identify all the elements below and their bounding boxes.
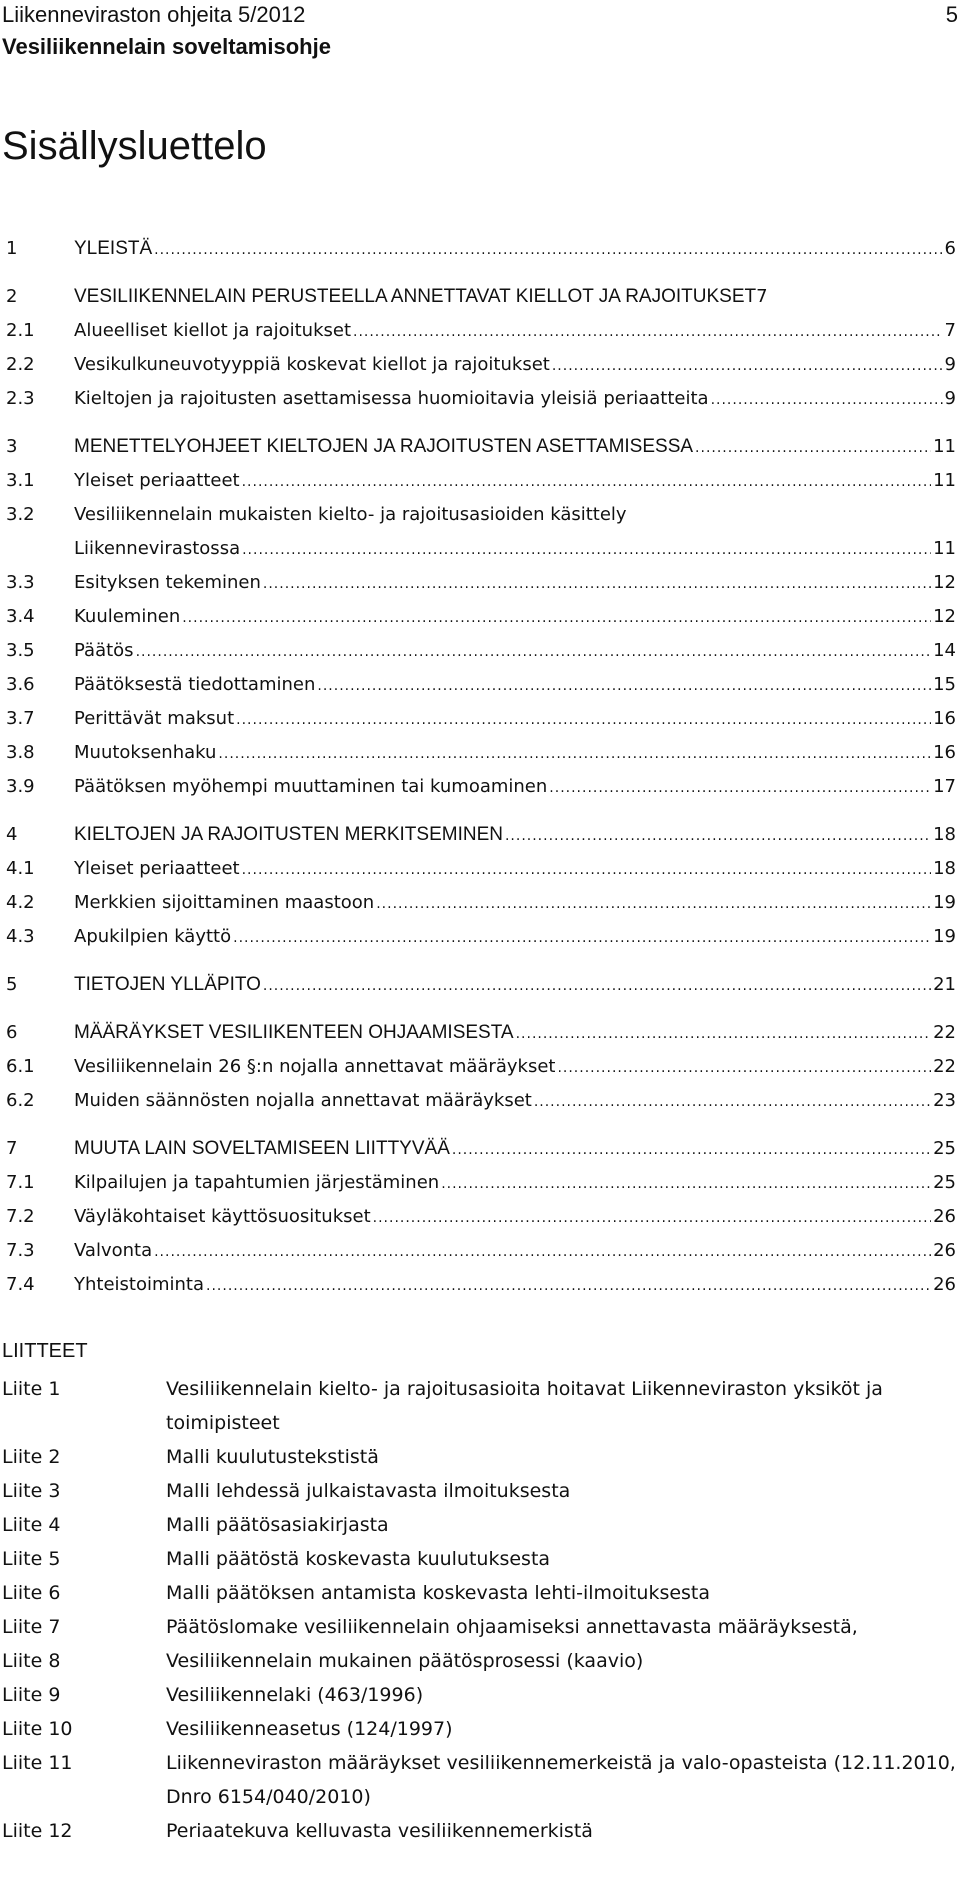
toc-entry[interactable] xyxy=(6,736,956,770)
toc-entry-title: Apukilpien käyttö xyxy=(74,926,232,947)
toc-entry[interactable] xyxy=(6,1268,956,1302)
toc-entry[interactable] xyxy=(6,232,956,266)
toc-entry-page: 21 xyxy=(933,974,956,995)
attachment-title: Vesiliikennelain mukainen päätösprosessi (kaavio) xyxy=(166,1650,644,1672)
toc-dot-leader xyxy=(136,635,932,669)
header-document-subtitle: Vesiliikennelain soveltamisohje xyxy=(2,34,331,59)
attachment-item xyxy=(2,1610,958,1644)
toc-entry-number: 4.1 xyxy=(6,858,35,879)
attachment-item xyxy=(2,1440,958,1474)
toc-entry[interactable] xyxy=(6,314,956,348)
toc-entry-page: 12 xyxy=(933,572,956,593)
table-of-contents xyxy=(6,232,956,1302)
attachment-item xyxy=(2,1508,958,1542)
toc-entry-number: 3 xyxy=(6,436,18,457)
toc-entry-number: 3.2 xyxy=(6,504,35,525)
attachment-label: Liite 6 xyxy=(2,1582,61,1604)
toc-entry-page: 17 xyxy=(933,776,956,797)
toc-entry-number: 7.3 xyxy=(6,1240,35,1261)
toc-dot-leader xyxy=(452,1133,931,1167)
attachments-list xyxy=(2,1372,958,1848)
toc-entry-page: 22 xyxy=(933,1022,956,1043)
toc-entry-title: Yhteistoiminta xyxy=(74,1274,205,1295)
toc-entry-number: 2.1 xyxy=(6,320,35,341)
attachment-item xyxy=(2,1746,958,1814)
toc-entry[interactable] xyxy=(6,1166,956,1200)
toc-dot-leader xyxy=(242,465,932,499)
toc-dot-leader xyxy=(263,567,931,601)
toc-entry-number: 3.4 xyxy=(6,606,35,627)
toc-entry-page: 22 xyxy=(933,1056,956,1077)
toc-dot-leader xyxy=(695,431,931,465)
attachment-label: Liite 2 xyxy=(2,1446,61,1468)
toc-entry-number: 1 xyxy=(6,238,18,259)
toc-entry-number: 3.9 xyxy=(6,776,35,797)
toc-entry-title: Vesiliikennelain 26 §:n nojalla annettavat määräykset xyxy=(74,1056,556,1077)
toc-entry-number: 6.2 xyxy=(6,1090,35,1111)
toc-entry-number: 6 xyxy=(6,1022,18,1043)
attachment-title: Periaatekuva kelluvasta vesiliikennemerkistä xyxy=(166,1820,593,1842)
attachment-label: Liite 1 xyxy=(2,1378,61,1400)
toc-entry-page: 18 xyxy=(933,858,956,879)
toc-dot-leader xyxy=(711,383,943,417)
toc-entry-number: 5 xyxy=(6,974,18,995)
attachment-item xyxy=(2,1712,958,1746)
toc-entry-page: 6 xyxy=(944,238,956,259)
toc-entry[interactable] xyxy=(6,430,956,464)
toc-entry-title: Liikennevirastossa xyxy=(74,538,241,559)
toc-entry-number: 6.1 xyxy=(6,1056,35,1077)
attachment-title: Vesiliikennelaki (463/1996) xyxy=(166,1684,424,1706)
toc-entry-title: Muutoksenhaku xyxy=(74,742,217,763)
toc-dot-leader xyxy=(233,921,931,955)
toc-dot-leader xyxy=(353,315,943,349)
toc-entry[interactable] xyxy=(6,968,956,1002)
toc-entry-page: 9 xyxy=(944,388,956,409)
toc-entry-number: 2.2 xyxy=(6,354,35,375)
toc-dot-leader xyxy=(505,819,931,853)
toc-entry-number: 7.2 xyxy=(6,1206,35,1227)
toc-dot-leader xyxy=(263,969,931,1003)
toc-entry-page: 7 xyxy=(944,320,956,341)
toc-dot-leader xyxy=(534,1085,931,1119)
toc-entry-page: 16 xyxy=(933,708,956,729)
toc-entry[interactable] xyxy=(6,280,956,314)
toc-entry-number: 3.7 xyxy=(6,708,35,729)
toc-dot-leader xyxy=(154,233,942,267)
toc-entry-page: 23 xyxy=(933,1090,956,1111)
toc-entry[interactable] xyxy=(6,382,956,416)
toc-entry[interactable] xyxy=(6,464,956,498)
toc-entry-page: 19 xyxy=(933,926,956,947)
toc-entry-number: 7 xyxy=(6,1138,18,1159)
toc-entry-title: MUUTA LAIN SOVELTAMISEEN LIITTYVÄÄ xyxy=(74,1138,450,1159)
attachment-title: Vesiliikennelain kielto- ja rajoitusasioita hoitavat Liikenneviraston yksiköt ja toimipisteet xyxy=(166,1378,883,1434)
toc-entry[interactable] xyxy=(6,566,956,600)
toc-entry-number: 3.5 xyxy=(6,640,35,661)
attachment-label: Liite 8 xyxy=(2,1650,61,1672)
attachment-title: Päätöslomake vesiliikennelain ohjaamiseksi annettavasta määräyksestä, xyxy=(166,1616,858,1638)
attachment-title: Vesiliikenneasetus (124/1997) xyxy=(166,1718,453,1740)
attachment-title: Malli päätösasiakirjasta xyxy=(166,1514,389,1536)
toc-entry-title: Päätös xyxy=(74,640,134,661)
toc-entry[interactable] xyxy=(6,600,956,634)
toc-entry[interactable] xyxy=(6,770,956,804)
toc-entry-page: 11 xyxy=(933,470,956,491)
toc-entry[interactable] xyxy=(6,920,956,954)
toc-entry[interactable] xyxy=(6,1050,956,1084)
header-publication-title: Liikenneviraston ohjeita 5/2012 xyxy=(2,2,306,27)
toc-entry-title: KIELTOJEN JA RAJOITUSTEN MERKITSEMINEN xyxy=(74,824,503,845)
toc-entry-number: 2.3 xyxy=(6,388,35,409)
toc-entry-title: TIETOJEN YLLÄPITO xyxy=(74,974,261,995)
toc-dot-leader xyxy=(552,349,943,383)
toc-entry-page: 15 xyxy=(933,674,956,695)
toc-dot-leader xyxy=(242,853,932,887)
toc-entry[interactable] xyxy=(6,1200,956,1234)
toc-entry-number: 3.8 xyxy=(6,742,35,763)
toc-entry-number: 7.4 xyxy=(6,1274,35,1295)
toc-entry-number: 3.3 xyxy=(6,572,35,593)
attachment-title: Malli päätöksen antamista koskevasta lehti-ilmoituksesta xyxy=(166,1582,711,1604)
toc-dot-leader xyxy=(441,1167,931,1201)
toc-dot-leader xyxy=(317,669,931,703)
toc-dot-leader xyxy=(182,601,931,635)
toc-dot-leader xyxy=(549,771,931,805)
toc-entry-number: 3.1 xyxy=(6,470,35,491)
toc-entry-title: VESILIIKENNELAIN PERUSTEELLA ANNETTAVAT KIELLOT JA RAJOITUKSET xyxy=(74,286,757,307)
toc-entry-title: Yleiset periaatteet xyxy=(74,858,240,879)
toc-entry[interactable] xyxy=(6,498,956,532)
toc-dot-leader xyxy=(373,1201,931,1235)
toc-entry-title: Perittävät maksut xyxy=(74,708,235,729)
toc-entry-page: 9 xyxy=(944,354,956,375)
toc-entry-page: 12 xyxy=(933,606,956,627)
toc-entry-page: 25 xyxy=(933,1172,956,1193)
toc-entry-page: 16 xyxy=(933,742,956,763)
toc-entry-number: 4.3 xyxy=(6,926,35,947)
toc-entry-page: 26 xyxy=(933,1206,956,1227)
toc-heading: Sisällysluettelo xyxy=(2,124,267,168)
attachment-title: Malli päätöstä koskevasta kuulutuksesta xyxy=(166,1548,551,1570)
toc-entry-number: 4.2 xyxy=(6,892,35,913)
toc-entry[interactable] xyxy=(6,348,956,382)
toc-entry-title: Alueelliset kiellot ja rajoitukset xyxy=(74,320,351,341)
toc-entry-page: 11 xyxy=(933,436,956,457)
toc-entry-title: Esityksen tekeminen xyxy=(74,572,261,593)
toc-entry-title: Kilpailujen ja tapahtumien järjestäminen xyxy=(74,1172,440,1193)
toc-dot-leader xyxy=(218,737,931,771)
toc-entry[interactable] xyxy=(6,1016,956,1050)
toc-dot-leader xyxy=(242,533,931,567)
toc-entry-number: 3.6 xyxy=(6,674,35,695)
attachment-item xyxy=(2,1474,958,1508)
toc-dot-leader xyxy=(376,887,931,921)
attachment-title: Malli lehdessä julkaistavasta ilmoituksesta xyxy=(166,1480,571,1502)
toc-dot-leader xyxy=(154,1235,931,1269)
attachment-label: Liite 3 xyxy=(2,1480,61,1502)
toc-entry[interactable] xyxy=(6,1234,956,1268)
toc-entry-page: 14 xyxy=(933,640,956,661)
toc-entry-title: Vesikulkuneuvotyyppiä koskevat kiellot ja rajoitukset xyxy=(74,354,550,375)
toc-entry-number: 4 xyxy=(6,824,18,845)
attachment-item xyxy=(2,1814,958,1848)
toc-entry-page: 26 xyxy=(933,1240,956,1261)
toc-entry-title: MÄÄRÄYKSET VESILIIKENTEEN OHJAAMISESTA xyxy=(74,1022,514,1043)
toc-entry-title: Yleiset periaatteet xyxy=(74,470,240,491)
toc-entry[interactable] xyxy=(6,532,956,566)
toc-entry[interactable] xyxy=(6,634,956,668)
attachment-item xyxy=(2,1678,958,1712)
toc-entry-page: 19 xyxy=(933,892,956,913)
toc-entry-title: Kuuleminen xyxy=(74,606,181,627)
toc-dot-leader xyxy=(557,1051,931,1085)
toc-entry-page: 26 xyxy=(933,1274,956,1295)
toc-entry-title: Muiden säännösten nojalla annettavat määräykset xyxy=(74,1090,532,1111)
toc-dot-leader xyxy=(516,1017,932,1051)
toc-entry-title: Kieltojen ja rajoitusten asettamisessa huomioitavia yleisiä periaatteita xyxy=(74,388,709,409)
attachment-item xyxy=(2,1576,958,1610)
attachment-label: Liite 9 xyxy=(2,1684,61,1706)
attachment-label: Liite 12 xyxy=(2,1820,73,1842)
toc-entry[interactable] xyxy=(6,1132,956,1166)
attachment-label: Liite 7 xyxy=(2,1616,61,1638)
attachment-item xyxy=(2,1542,958,1576)
toc-entry[interactable] xyxy=(6,668,956,702)
toc-entry-title: Valvonta xyxy=(74,1240,153,1261)
toc-entry-title: YLEISTÄ xyxy=(74,238,153,259)
toc-entry-title: Merkkien sijoittaminen maastoon xyxy=(74,892,375,913)
page-number: 5 xyxy=(945,2,958,27)
toc-entry-title: MENETTELYOHJEET KIELTOJEN JA RAJOITUSTEN ASETTAMISESSA xyxy=(74,436,694,457)
attachment-label: Liite 4 xyxy=(2,1514,61,1536)
toc-entry-page: 7 xyxy=(756,286,768,307)
toc-entry-title: Väyläkohtaiset käyttösuositukset xyxy=(74,1206,371,1227)
toc-entry[interactable] xyxy=(6,1084,956,1118)
attachment-item xyxy=(2,1372,958,1440)
toc-entry-number: 7.1 xyxy=(6,1172,35,1193)
toc-entry-title: Vesiliikennelain mukaisten kielto- ja rajoitusasioiden käsittely xyxy=(74,504,627,525)
toc-entry[interactable] xyxy=(6,852,956,886)
toc-entry-number: 2 xyxy=(6,286,18,307)
attachment-item xyxy=(2,1644,958,1678)
attachment-title: Malli kuulutustekstistä xyxy=(166,1446,379,1468)
attachment-title: Liikenneviraston määräykset vesiliikennemerkeistä ja valo-opasteista (12.11.2010, Dnro 6154/040/2010) xyxy=(166,1752,956,1808)
attachment-label: Liite 5 xyxy=(2,1548,61,1570)
toc-entry-page: 18 xyxy=(933,824,956,845)
toc-dot-leader xyxy=(206,1269,931,1303)
toc-entry-page: 25 xyxy=(933,1138,956,1159)
attachment-label: Liite 11 xyxy=(2,1752,73,1774)
attachment-label: Liite 10 xyxy=(2,1718,73,1740)
toc-entry[interactable] xyxy=(6,702,956,736)
toc-entry-title: Päätöksen myöhempi muuttaminen tai kumoaminen xyxy=(74,776,548,797)
toc-entry[interactable] xyxy=(6,886,956,920)
toc-entry-title: Päätöksestä tiedottaminen xyxy=(74,674,316,695)
attachments-heading: LIITTEET xyxy=(2,1340,88,1362)
toc-entry-page: 11 xyxy=(933,538,956,559)
toc-dot-leader xyxy=(236,703,931,737)
toc-entry[interactable] xyxy=(6,818,956,852)
